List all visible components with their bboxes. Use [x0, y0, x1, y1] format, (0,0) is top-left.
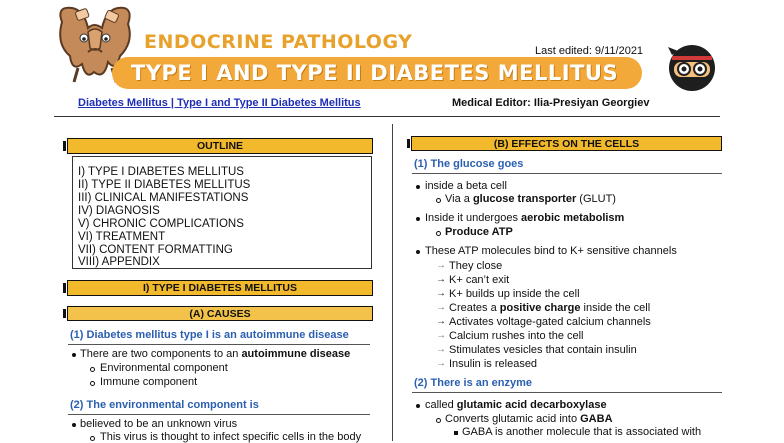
sub-bullet-marker: [90, 381, 95, 386]
section-heading-type1: I) TYPE I DIABETES MELLITUS: [67, 280, 373, 296]
last-edited-date: Last edited: 9/11/2021: [535, 45, 644, 57]
outline-item[interactable]: V) CHRONIC COMPLICATIONS: [78, 218, 244, 230]
sub-bullet-text: Environmental component: [100, 362, 228, 374]
outline-item[interactable]: VIII) APPENDIX: [78, 256, 160, 268]
arrow-icon: →: [436, 274, 446, 285]
arrow-icon: →: [436, 330, 446, 341]
outline-item[interactable]: IV) DIAGNOSIS: [78, 205, 160, 217]
text-plain: Via a: [445, 193, 473, 205]
text-plain: Converts glutamic acid into: [445, 413, 581, 425]
column-divider: [392, 124, 393, 441]
heading-underline: [412, 392, 722, 393]
text-plain: called: [425, 399, 457, 411]
bullet-marker: [416, 185, 420, 189]
text-plain: Inside it undergoes: [425, 212, 522, 224]
outline-item[interactable]: III) CLINICAL MANIFESTATIONS: [78, 192, 249, 204]
ninja-avatar-icon: [666, 41, 718, 93]
bullet-marker: [416, 404, 420, 408]
bullet-marker: [72, 423, 76, 427]
sub-bullet-text: Immune component: [100, 376, 198, 388]
sub-bullet-marker: [436, 198, 441, 203]
point-heading: (1) The glucose goes: [414, 158, 524, 170]
bullet-marker: [416, 250, 420, 254]
arrow-icon: →: [436, 344, 446, 355]
bullet-text: [425, 212, 624, 224]
section-label: ENDOCRINE PATHOLOGY: [144, 31, 413, 53]
bullet-text: [425, 399, 607, 411]
bullet-text-plain: There are two components to an: [80, 348, 242, 360]
outline-item[interactable]: II) TYPE II DIABETES MELLITUS: [78, 179, 251, 191]
subsection-heading-causes: (A) CAUSES: [67, 306, 373, 321]
section-heading-effects: (B) EFFECTS ON THE CELLS: [411, 136, 722, 151]
point-heading: (1) Diabetes mellitus type I is an autoimmune disease: [70, 329, 349, 341]
medical-editor: Medical Editor: Ilia-Presiyan Georgiev: [452, 97, 650, 109]
sub-bullet-marker: [90, 367, 95, 372]
sub-bullet-text: [445, 413, 613, 425]
point-heading: (2) There is an enzyme: [414, 377, 532, 389]
step-text: Insulin is released: [449, 358, 538, 370]
sub-bullet-text: [445, 193, 616, 205]
step-text: Stimulates vesicles that contain insulin: [449, 344, 637, 356]
bullet-text: [80, 348, 350, 360]
text-bold: positive charge: [499, 302, 581, 314]
step-text: K+ can’t exit: [449, 274, 510, 286]
text-bold: glucose transporter: [472, 193, 577, 205]
arrow-icon: →: [436, 358, 446, 369]
text-bold: glutamic acid decarboxylase: [456, 399, 607, 411]
text-plain: Creates a: [449, 302, 500, 314]
text-bold: GABA: [580, 413, 613, 425]
heading-underline: [68, 344, 370, 345]
outline-item[interactable]: I) TYPE I DIABETES MELLITUS: [78, 166, 244, 178]
header-divider: [54, 116, 720, 117]
step-text: Activates voltage-gated calcium channels: [449, 316, 651, 328]
text-plain: (GLUT): [576, 193, 616, 205]
sub-bullet-text: This virus is thought to infect specific cells in the body: [100, 431, 362, 443]
sub-bullet-text: Produce ATP: [445, 226, 513, 238]
heading-underline: [412, 173, 722, 174]
sub-sub-bullet-marker: [454, 431, 458, 435]
step-text: Calcium rushes into the cell: [449, 330, 584, 342]
point-heading: (2) The environmental component is: [70, 399, 259, 411]
source-video-link[interactable]: Diabetes Mellitus | Type I and Type II Diabetes Mellitus: [78, 97, 361, 109]
sub-bullet-marker: [436, 231, 441, 236]
arrow-icon: →: [436, 302, 446, 313]
outline-heading: OUTLINE: [67, 138, 373, 154]
bullet-text: These ATP molecules bind to K+ sensitive channels: [425, 245, 677, 257]
page-title: TYPE I AND TYPE II DIABETES MELLITUS: [131, 61, 619, 85]
sub-sub-bullet-text: GABA is another molecule that is associated with: [462, 426, 702, 438]
bullet-marker: [72, 353, 76, 357]
text-bold: aerobic metabolism: [521, 212, 625, 224]
bullet-text: believed to be an unknown virus: [80, 418, 238, 430]
bullet-text: inside a beta cell: [425, 180, 507, 192]
step-text: [449, 302, 650, 314]
sub-bullet-marker: [436, 418, 441, 423]
step-text: They close: [449, 260, 503, 272]
bullet-text-bold: autoimmune disease: [241, 348, 351, 360]
arrow-icon: →: [436, 316, 446, 327]
step-text: K+ builds up inside the cell: [449, 288, 580, 300]
sub-bullet-marker: [90, 436, 95, 441]
text-plain: inside the cell: [580, 302, 651, 314]
arrow-icon: →: [436, 288, 446, 299]
bullet-marker: [416, 217, 420, 221]
outline-item[interactable]: VII) CONTENT FORMATTING: [78, 244, 233, 256]
outline-item[interactable]: VI) TREATMENT: [78, 231, 166, 243]
heading-underline: [68, 414, 370, 415]
arrow-icon: →: [436, 260, 446, 271]
